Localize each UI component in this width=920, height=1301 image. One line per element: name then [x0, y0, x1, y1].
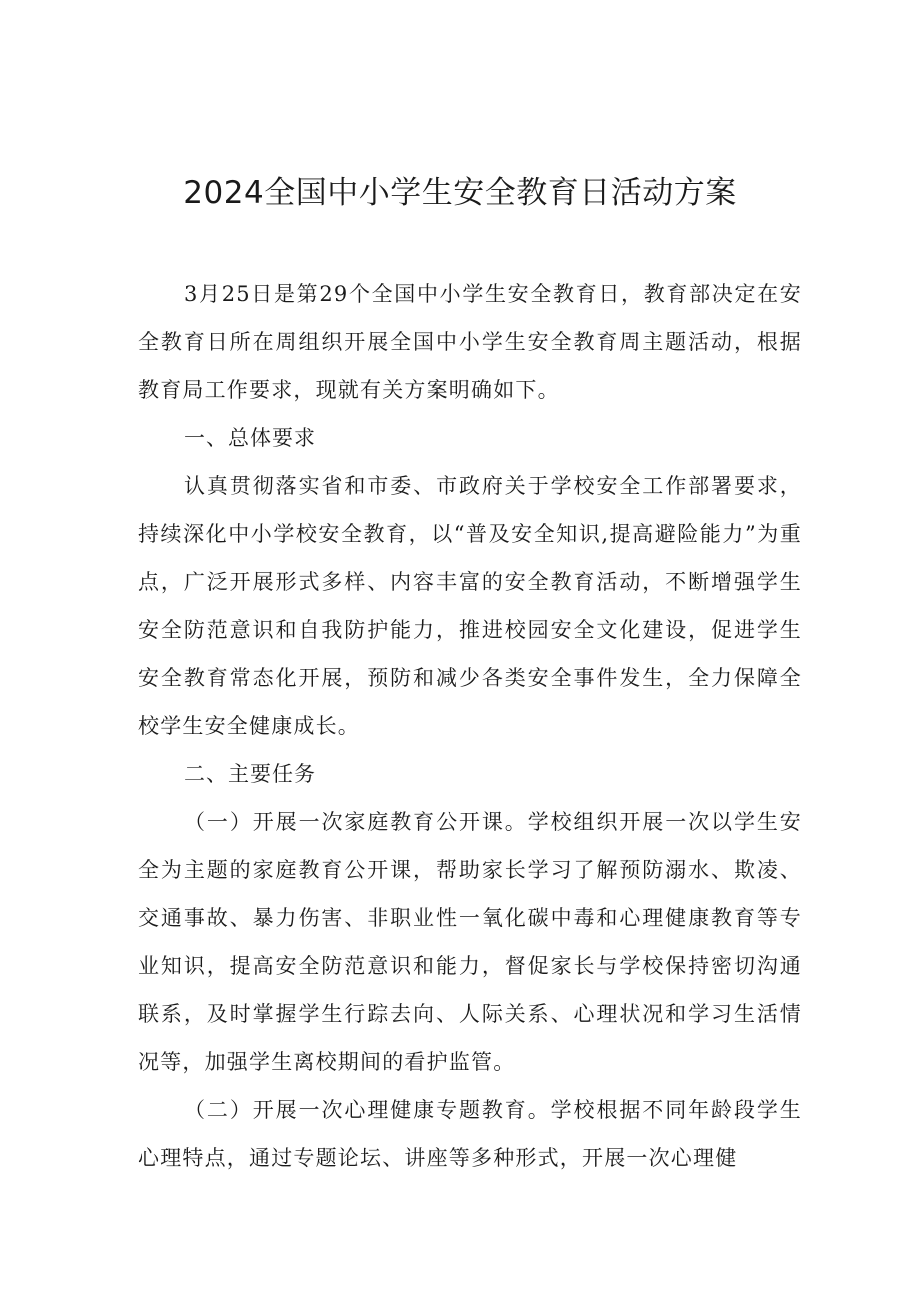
section-heading-general-requirements: 一、总体要求	[184, 426, 316, 450]
document-body	[138, 270, 802, 1182]
task-item-1-paragraph: （一）开展一次家庭教育公开课。学校组织开展一次以学生安全为主题的家庭教育公开课，帮助家长学习了解预防溺水、欺凌、交通事故、暴力伤害、非职业性一氧化碳中毒和心理健康教育等专业知识，提高安全防范意识和能力，督促家长与学校保持密切沟通联系，及时掌握学生行踪去向、人际关系、心理状况和学习生活情况等，加强学生离校期间的看护监管。	[138, 810, 802, 1074]
intro-paragraph: 3月25日是第29个全国中小学生安全教育日，教育部决定在安全教育日所在周组织开展全国中小学生安全教育周主题活动，根据教育局工作要求，现就有关方案明确如下。	[138, 282, 802, 402]
document-title: 2024全国中小学生安全教育日活动方案	[183, 175, 737, 211]
general-requirements-paragraph: 认真贯彻落实省和市委、市政府关于学校安全工作部署要求，持续深化中小学校安全教育，以“普及安全知识,提高避险能力”为重点，广泛开展形式多样、内容丰富的安全教育活动，不断增强学生安全防范意识和自我防护能力，推进校园安全文化建设，促进学生安全教育常态化开展，预防和减少各类安全事件发生，全力保障全校学生安全健康成长。	[138, 474, 802, 738]
task-item-2-paragraph: （二）开展一次心理健康专题教育。学校根据不同年龄段学生心理特点，通过专题论坛、讲座等多种形式，开展一次心理健	[138, 1098, 802, 1170]
section-heading-main-tasks: 二、主要任务	[184, 762, 316, 786]
